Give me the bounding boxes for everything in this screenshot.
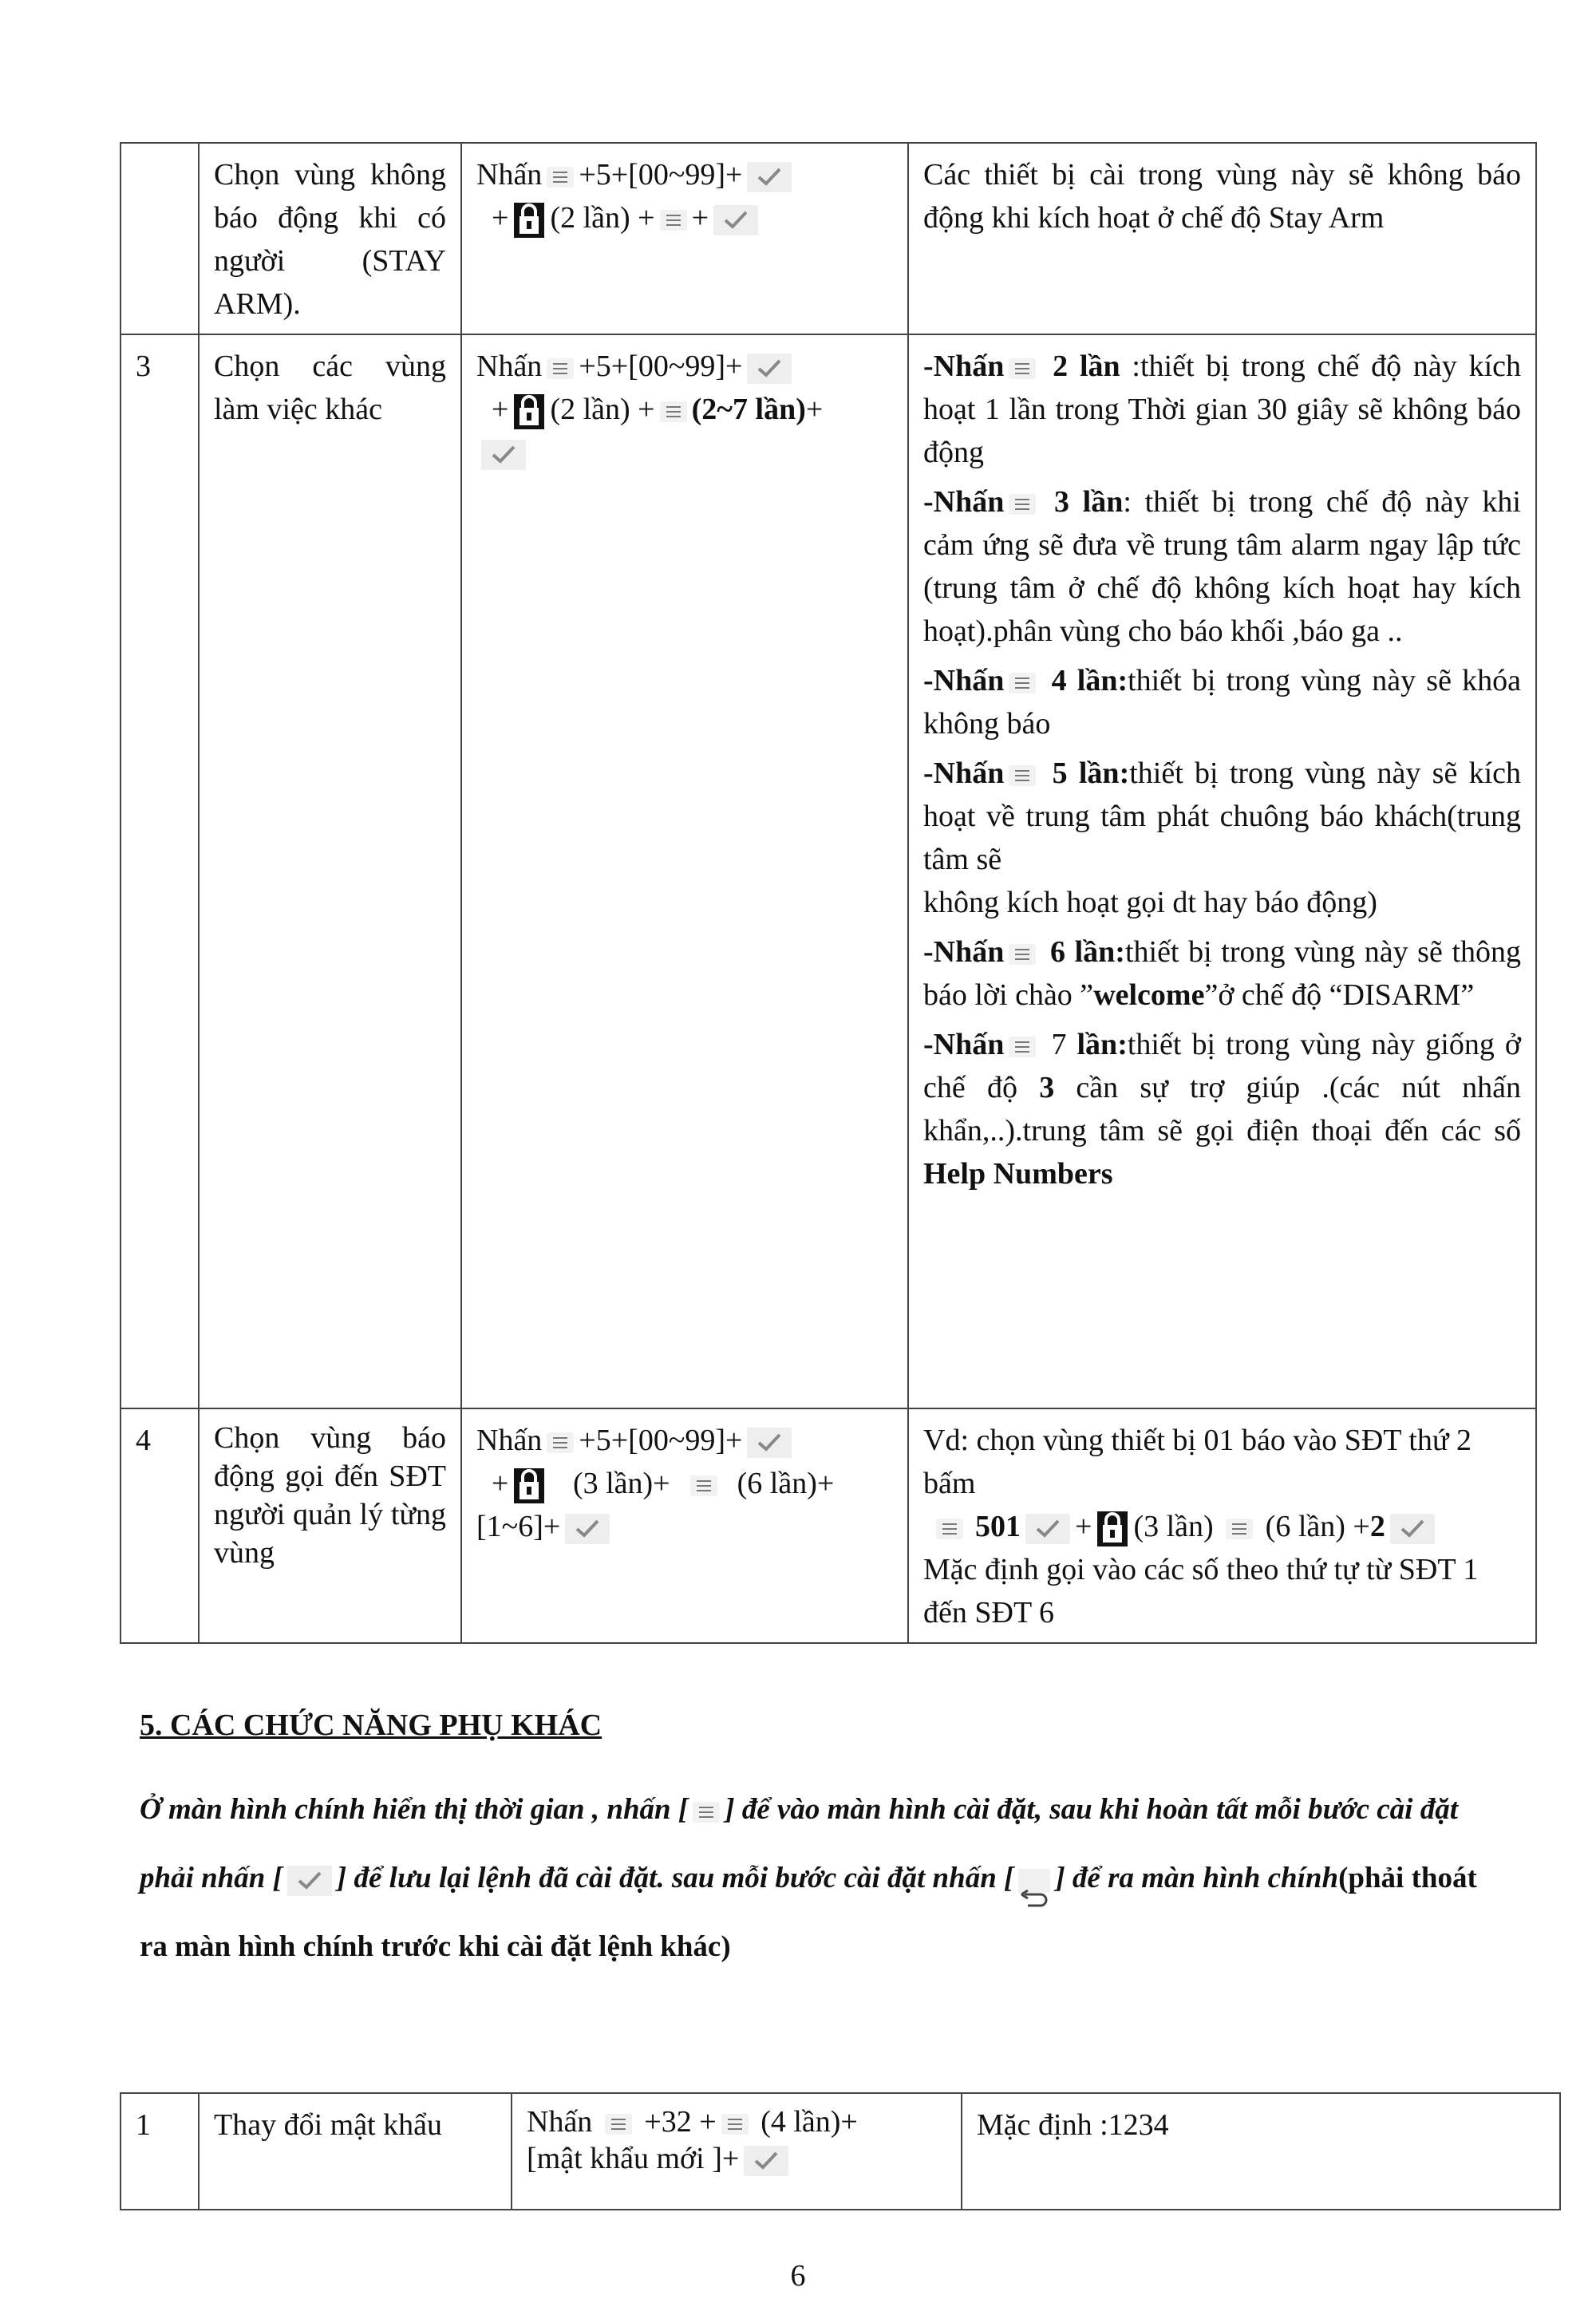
menu-icon	[547, 167, 574, 188]
section-intro: Ở màn hình chính hiển thị thời gian , nhấn [ ] để vào màn hình cài đặt, sau khi hoàn tất mỗi bước cài đặt phải nhấn [ ] để lưu lại lệnh đã cài đặt. sau mỗi bước cài đặt nhấn [ ] để ra màn hình chính(phải thoát ra màn hình chính trước khi cài đặt lệnh khác)	[140, 1793, 1477, 1963]
section-heading: 5. CÁC CHỨC NĂNG PHỤ KHÁC	[140, 1708, 602, 1742]
menu-icon	[660, 401, 687, 422]
zone-settings-table	[120, 142, 1537, 1644]
menu-icon	[1009, 673, 1036, 693]
check-icon	[747, 1428, 792, 1458]
menu-icon	[1009, 494, 1036, 515]
check-icon	[1390, 1514, 1435, 1544]
note-paragraph: -Nhấn 4 lần:thiết bị trong vùng này sẽ khóa không báo	[923, 664, 1521, 741]
note-cell: Các thiết bị cài trong vùng này sẽ không báo động khi kích hoạt ở chế độ Stay Arm	[908, 143, 1536, 334]
check-icon	[744, 2146, 788, 2176]
password-table	[120, 2092, 1561, 2210]
lock-icon	[1096, 1511, 1128, 1547]
check-icon	[713, 205, 758, 235]
function-cell: Chọn vùng không báo động khi có người (STAY ARM).	[199, 143, 461, 334]
menu-icon	[693, 1802, 720, 1823]
table-row	[120, 143, 1536, 334]
menu-icon	[936, 1519, 963, 1539]
table-row	[120, 334, 1536, 1408]
menu-icon	[605, 2114, 632, 2135]
note-paragraph: -Nhấn 3 lần: thiết bị trong chế độ này khi cảm ứng sẽ đưa về trung tâm alarm ngay lập tức (trung tâm ở chế độ không kích hoạt hay kích hoạt).phân vùng cho báo khối ,báo ga ..	[923, 485, 1521, 648]
note-paragraph: không kích hoạt gọi dt hay báo động)	[923, 886, 1377, 919]
function-cell: Chọn các vùng làm việc khác	[199, 334, 461, 1408]
steps-cell: Nhấn +5+[00~99]+ + (2 lần) + +	[461, 143, 908, 334]
menu-icon	[1226, 1519, 1253, 1539]
menu-icon	[1009, 1037, 1036, 1057]
lock-icon	[513, 1467, 545, 1504]
menu-icon	[1009, 358, 1036, 379]
menu-icon	[690, 1475, 717, 1496]
menu-icon	[660, 210, 687, 231]
note-paragraph: -Nhấn 7 lần:thiết bị trong vùng này giống ở chế độ 3 cần sự trợ giúp .(các nút nhấn khẩn,..).trung tâm sẽ gọi điện thoại đến các số Help Numbers	[923, 1028, 1522, 1191]
check-icon	[565, 1514, 610, 1544]
check-icon	[287, 1866, 332, 1896]
row-number: 3	[120, 334, 199, 1408]
menu-icon	[1009, 944, 1036, 965]
note-cell: Mặc định :1234	[962, 2093, 1560, 2210]
note-paragraph: -Nhấn 5 lần:thiết bị trong vùng này sẽ kích hoạt về trung tâm phát chuông báo khách(trung tâm sẽ	[923, 756, 1521, 876]
note-cell	[908, 334, 1536, 1408]
page-number: 6	[790, 2259, 806, 2293]
check-icon	[1025, 1514, 1070, 1544]
back-icon	[1018, 1869, 1050, 1893]
menu-icon	[1009, 765, 1036, 786]
table-row	[120, 1408, 1536, 1643]
steps-cell: Nhấn +32 + (4 lần)+ [mật khẩu mới ]+	[512, 2093, 962, 2210]
lock-icon	[513, 202, 545, 239]
menu-icon	[547, 358, 574, 379]
menu-icon	[547, 1432, 574, 1453]
steps-cell: Nhấn +5+[00~99]+ + (3 lần)+ (6 lần)+[1~6]+	[461, 1408, 908, 1643]
row-number: 4	[120, 1408, 199, 1643]
check-icon	[747, 162, 792, 192]
lock-icon	[513, 393, 545, 430]
menu-icon	[721, 2114, 749, 2135]
row-number	[120, 143, 199, 334]
check-icon	[747, 354, 792, 384]
row-number: 1	[120, 2093, 199, 2210]
example-sequence: 501 + (3 lần) (6 lần) +2	[923, 1505, 1521, 1548]
note-paragraph: -Nhấn 6 lần:thiết bị trong vùng này sẽ thông báo lời chào ”welcome”ở chế độ “DISARM”	[923, 935, 1521, 1012]
table-row	[120, 2093, 1560, 2210]
function-cell: Thay đổi mật khẩu	[199, 2093, 512, 2210]
note-cell: Vd: chọn vùng thiết bị 01 báo vào SĐT thứ 2 bấm 501 + (3 lần) (6 lần) +2 Mặc định gọi vào các số theo thứ tự từ SĐT 1 đến SĐT 6	[908, 1408, 1536, 1643]
function-cell: Chọn vùng báo động gọi đến SĐT người quản lý từng vùng	[199, 1408, 461, 1643]
check-icon	[481, 440, 526, 470]
note-paragraph: -Nhấn 2 lần :thiết bị trong chế độ này kích hoạt 1 lần trong Thời gian 30 giây sẽ không báo động	[923, 350, 1521, 469]
steps-cell: Nhấn +5+[00~99]+ + (2 lần) + (2~7 lần)+	[461, 334, 908, 1408]
